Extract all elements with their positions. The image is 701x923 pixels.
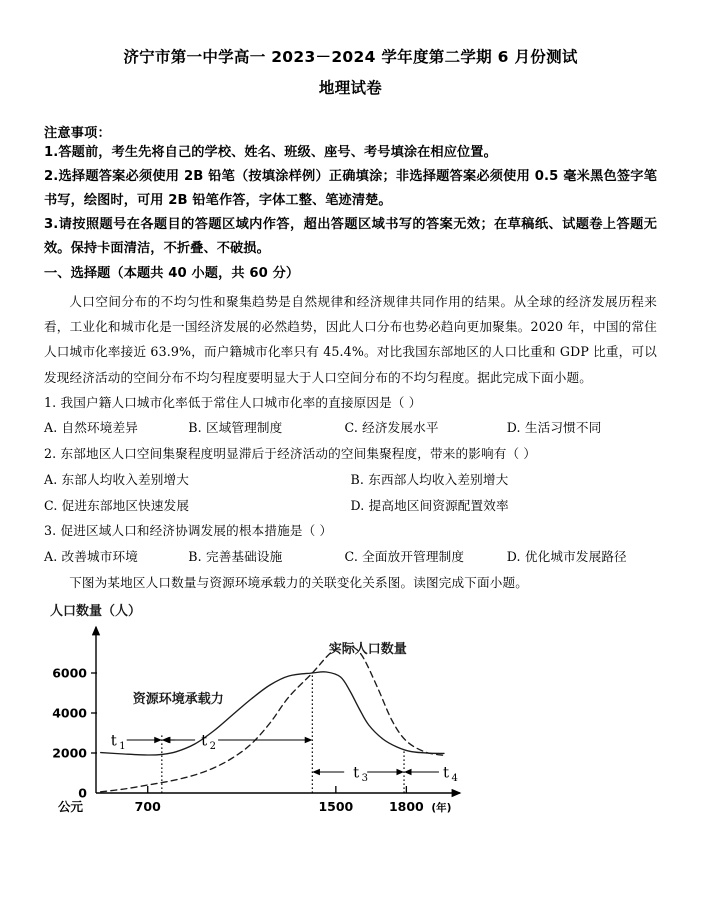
svg-text:t: t	[110, 731, 117, 750]
chart-series-1-carrying-capacity	[101, 672, 444, 755]
svg-text:t: t	[201, 731, 208, 750]
chart-interval-t1	[111, 732, 175, 753]
question-2-option-d[interactable]: D. 提高地区间资源配置效率	[350, 497, 509, 513]
svg-text:2: 2	[209, 741, 216, 753]
svg-text:1: 1	[119, 741, 126, 753]
section-heading-multiple-choice: 一、选择题（本题共 40 小题，共 60 分）	[44, 266, 300, 282]
question-2-option-a[interactable]: A. 东部人均收入差别增大	[44, 471, 189, 487]
chart-y-tick-label: 6000	[52, 665, 87, 681]
notice-item-2: 2.选择题答案必须使用 2B 铅笔（按填涂样例）正确填涂；非选择题答案必须使用 0.5 毫米黑色签字笔书写，绘图时，可用 2B 铅笔作答，字体工整、笔迹清楚。	[44, 168, 657, 208]
chart-series-label-carrying-capacity: 资源环境承载力	[132, 692, 224, 708]
chart-interval-t2	[164, 732, 311, 753]
svg-text:3: 3	[361, 773, 369, 785]
population-carrying-capacity-chart	[44, 601, 657, 819]
question-1-stem: 1. 我国户籍人口城市化率低于常住人口城市化率的直接原因是（ ）	[44, 394, 422, 410]
notice-item-1: 1.答题前，考生先将自己的学校、姓名、班级、座号、考号填涂在相应位置。	[44, 144, 497, 160]
chart-x-tick-label: 1500	[318, 799, 354, 815]
question-3-options	[44, 544, 657, 570]
passage-2: 下图为某地区人口数量与资源环境承载力的关联变化关系图。读图完成下面小题。	[69, 574, 528, 590]
chart-y-axis-label: 人口数量（人）	[50, 604, 142, 620]
question-3-option-a[interactable]: A. 改善城市环境	[44, 548, 139, 564]
question-3-option-d[interactable]: D. 优化城市发展路径	[506, 548, 627, 564]
chart-x-tick-label: 700	[134, 799, 161, 815]
question-3-option-b[interactable]: B. 完善基础设施	[188, 548, 283, 564]
page-title: 济宁市第一中学高一 2023－2024 学年度第二学期 6 月份测试	[123, 48, 578, 66]
question-1-option-a[interactable]: A. 自然环境差异	[44, 420, 139, 436]
notice-item-3: 3.请按照题号在各题目的答题区域内作答，超出答题区域书写的答案无效；在草稿纸、试题卷上答题无效。保持卡面清洁，不折叠、不破损。	[44, 216, 657, 256]
svg-text:t: t	[353, 763, 360, 782]
question-3-option-c[interactable]: C. 全面放开管理制度	[344, 548, 465, 564]
question-2-stem: 2. 东部地区人口空间集聚程度明显滞后于经济活动的空间集聚程度，带来的影响有（ ）	[44, 446, 537, 462]
chart-series-2-actual-population	[101, 646, 444, 792]
chart-series-label-actual-population: 实际人口数量	[328, 642, 407, 658]
question-1-options	[44, 415, 657, 441]
question-2-options-row-2	[44, 493, 657, 519]
svg-text:4: 4	[451, 773, 458, 785]
page-subtitle: 地理试卷	[318, 79, 383, 98]
exam-page	[0, 46, 701, 923]
question-2-option-c[interactable]: C. 促进东部地区快速发展	[44, 497, 190, 513]
chart-interval-t4	[405, 764, 458, 785]
question-2-option-b[interactable]: B. 东西部人均收入差别增大	[350, 471, 509, 487]
chart-svg	[44, 601, 657, 819]
question-1-option-b[interactable]: B. 区域管理制度	[188, 420, 283, 436]
chart-y-tick-label: 0	[78, 785, 87, 801]
question-1-option-c[interactable]: C. 经济发展水平	[344, 420, 439, 436]
svg-text:t: t	[442, 763, 449, 782]
question-1-option-d[interactable]: D. 生活习惯不同	[506, 420, 602, 436]
passage-1: 人口空间分布的不均匀性和聚集趋势是自然规律和经济规律共同作用的结果。从全球的经济发展历程来看，工业化和城市化是一国经济发展的必然趋势，因此人口分布也势必趋向更加聚集。2020 年，中国的常住人口城市化率接近 63.9%，而户籍城市化率只有 45.4%。对比我国东部地区的人口比重和 GDP 比重，可以发现经济活动的空间分布不均匀程度要明显大于人口空间分布的不均匀程度。据此完成下面小题。	[44, 294, 657, 385]
chart-x-origin-label: 公元	[58, 799, 84, 815]
notice-heading: 注意事项：	[44, 125, 111, 141]
chart-y-tick-label: 4000	[52, 705, 87, 721]
chart-y-tick-label: 2000	[52, 745, 87, 761]
chart-x-tick-label: 1800	[388, 799, 424, 815]
chart-interval-t3	[313, 764, 403, 785]
chart-x-unit-label: (年)	[431, 802, 452, 815]
question-3-stem: 3. 促进区域人口和经济协调发展的根本措施是（ ）	[44, 523, 333, 539]
question-2-options-row-1	[44, 467, 657, 493]
